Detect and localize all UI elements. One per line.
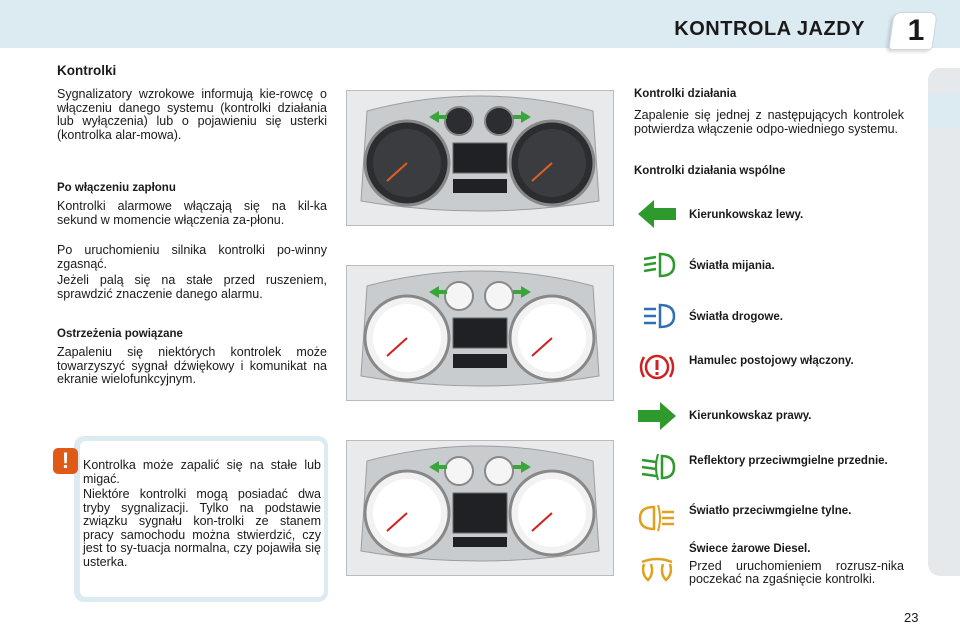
- operation-lamps-paragraph: Zapalenie się jednej z następujących kontrolek potwierdza włączenie odpo-wiedniego systemu.: [634, 108, 904, 136]
- indicator-label-low-beam: Światła mijania.: [689, 260, 775, 272]
- left-turn-arrow-icon: [636, 196, 678, 232]
- glow-plug-paragraph: Przed uruchomieniem rozrusz-nika poczekać na zgaśnięcie kontrolki.: [689, 559, 904, 586]
- ignition-heading: Po włączeniu zapłonu: [57, 182, 176, 194]
- related-warnings-paragraph: Zapaleniu się niektórych kontrolek może towarzyszyć sygnał dźwiękowy i komunikat na ekranie wielofunkcyjnym.: [57, 345, 327, 386]
- warning-exclamation-icon: !: [53, 448, 78, 474]
- instrument-cluster-image-3: [346, 440, 614, 576]
- section-title-kontrolki: Kontrolki: [57, 63, 117, 78]
- parking-brake-icon: [636, 349, 678, 385]
- indicator-label-high-beam: Światła drogowe.: [689, 311, 783, 323]
- note-paragraph-1: Kontrolka może zapalić się na stałe lub migać.: [83, 458, 321, 486]
- chapter-number: 1: [907, 14, 925, 47]
- ignition-paragraph-1: Kontrolki alarmowe włączają się na kil-ka sekund w momencie włączenia za-płonu.: [57, 199, 327, 227]
- page-number: 23: [904, 610, 919, 625]
- ignition-paragraph-3: Jeżeli palą się na stałe przed ruszeniem, sprawdzić znaczenie danego alarmu.: [57, 273, 327, 301]
- glow-plug-icon: [636, 552, 678, 588]
- instrument-cluster-image-1: [346, 90, 614, 226]
- common-lamps-heading: Kontrolki działania wspólne: [634, 165, 786, 177]
- side-tab-strip: [928, 68, 960, 576]
- page-title: KONTROLA JAZDY: [674, 18, 865, 40]
- rear-fog-icon: [636, 500, 678, 536]
- indicator-label-parking-brake: Hamulec postojowy włączony.: [689, 355, 854, 367]
- indicator-label-front-fog: Reflektory przeciwmgielne przednie.: [689, 455, 888, 467]
- related-warnings-heading: Ostrzeżenia powiązane: [57, 328, 183, 340]
- indicator-label-rear-fog: Światło przeciwmgielne tylne.: [689, 505, 852, 517]
- side-tab-active: [928, 93, 960, 129]
- right-turn-arrow-icon: [636, 398, 678, 434]
- note-paragraph-2: Niektóre kontrolki mogą posiadać dwa tryby sygnalizacji. Tylko na podstawie związku sygnału kon-trolki ze stanem pracy samochodu można stwierdzić, czy jest to sy-tuacja normalna, czy pojawiła się usterka.: [83, 487, 321, 569]
- indicator-label-glow-plug: Świece żarowe Diesel.: [689, 543, 811, 555]
- indicator-label-right-turn: Kierunkowskaz prawy.: [689, 410, 812, 422]
- ignition-paragraph-2: Po uruchomieniu silnika kontrolki po-winny zgasnąć.: [57, 243, 327, 271]
- high-beam-icon: [636, 298, 678, 334]
- indicator-label-left-turn: Kierunkowskaz lewy.: [689, 209, 804, 221]
- intro-paragraph: Sygnalizatory wzrokowe informują kie-rowcę o włączeniu danego systemu (kontrolki działania lub wyłączenia) lub o pojawieniu się usterki (kontrolka alar-mowa).: [57, 87, 327, 142]
- instrument-cluster-image-2: [346, 265, 614, 401]
- front-fog-icon: [636, 449, 678, 485]
- operation-lamps-heading: Kontrolki działania: [634, 88, 737, 100]
- low-beam-icon: [636, 247, 678, 283]
